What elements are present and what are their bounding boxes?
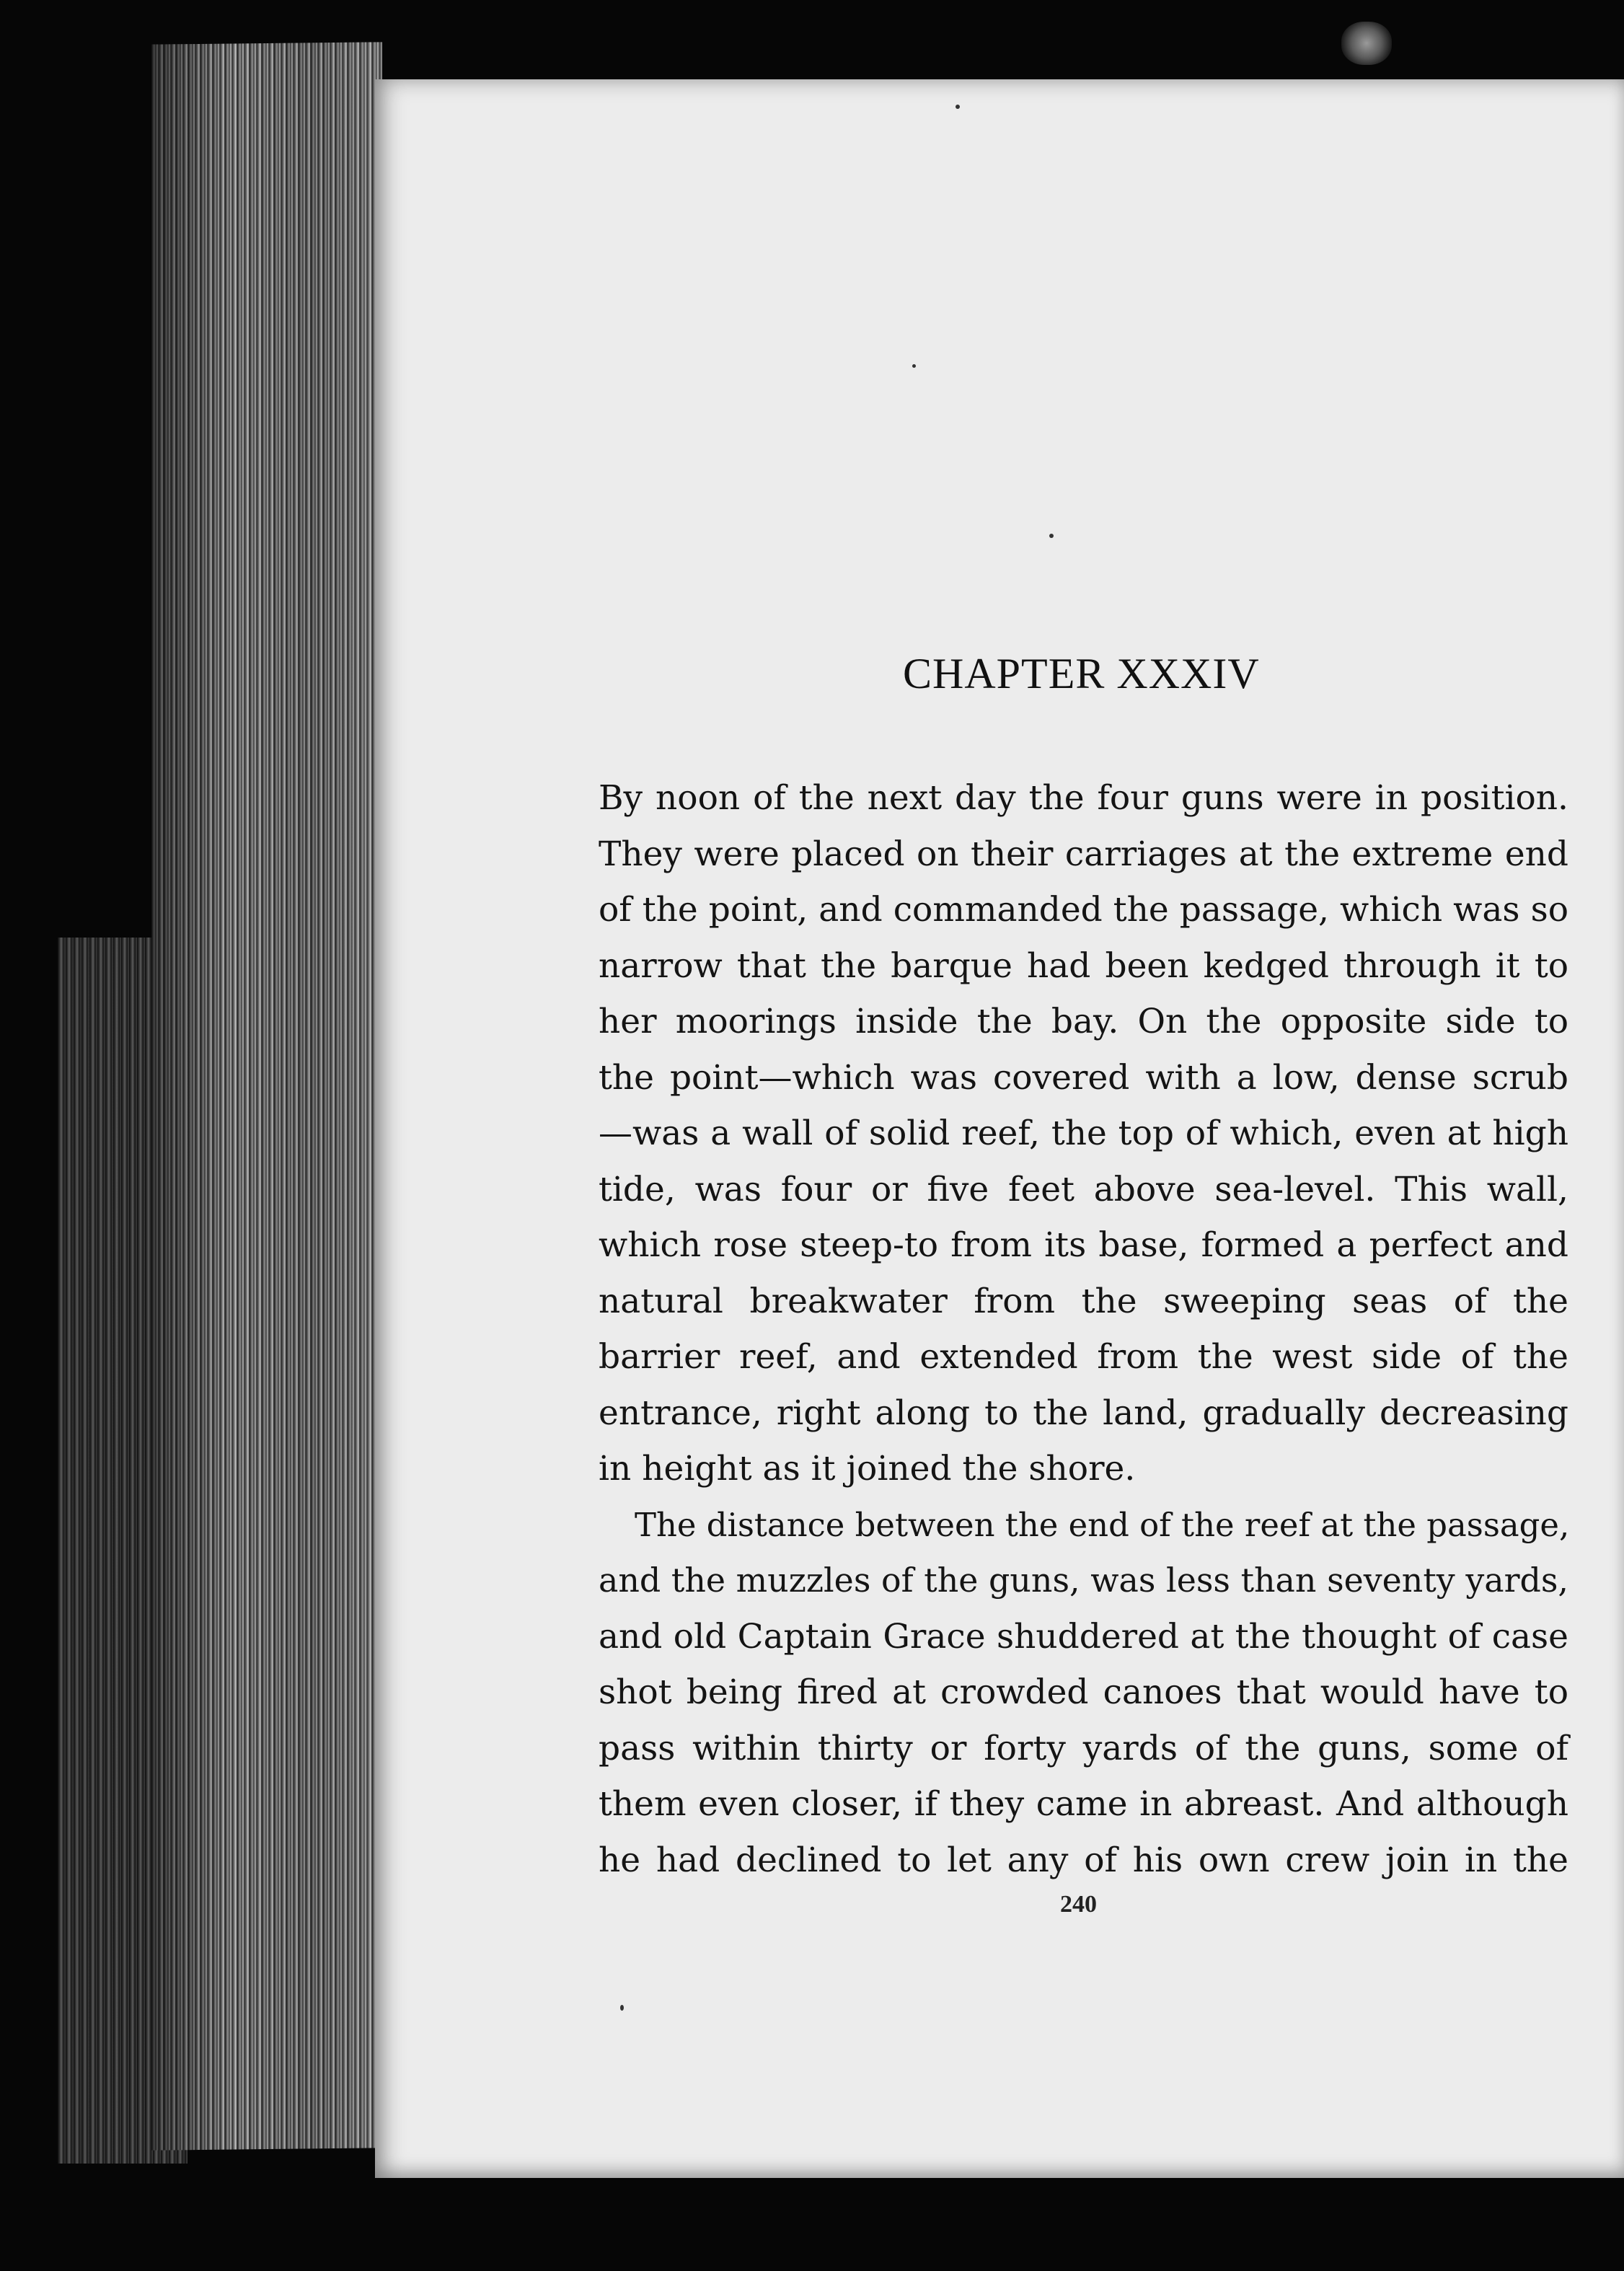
text-line: entrance, right along to the land, gradually decreasing	[599, 1393, 1568, 1433]
text-line: natural breakwater from the sweeping seas of the	[599, 1281, 1568, 1321]
text-line: The distance between the end of the reef at the passage,	[635, 1505, 1570, 1544]
text-line: narrow that the barque had been kedged through it to	[599, 945, 1568, 986]
paragraph	[599, 1497, 1568, 1889]
text-line: them even closer, if they came in abreast. And although	[599, 1784, 1568, 1824]
text-line: of the point, and commanded the passage, which was so	[599, 890, 1568, 930]
text-line: and old Captain Grace shuddered at the thought of case	[599, 1616, 1568, 1657]
text-line: pass within thirty or forty yards of the guns, some of	[599, 1728, 1568, 1768]
page-number: 240	[1060, 1891, 1097, 1918]
body-text	[599, 770, 1568, 1888]
book-page-edges	[151, 42, 382, 2150]
text-line: her moorings inside the bay. On the opposite side to	[599, 1002, 1568, 1041]
page-speck	[956, 105, 960, 109]
text-line: he had declined to let any of his own crew join in the	[599, 1840, 1568, 1880]
text-line: —was a wall of solid reef, the top of which, even at high	[599, 1114, 1568, 1153]
page-speck	[620, 2005, 624, 2011]
text-line: barrier reef, and extended from the west side of the	[599, 1337, 1568, 1377]
text-line: the point—which was covered with a low, dense scrub	[599, 1057, 1568, 1098]
text-line: and the muzzles of the guns, was less than seventy yards,	[599, 1561, 1568, 1600]
text-line: tide, was four or five feet above sea-level. This wall,	[599, 1169, 1568, 1209]
text-line: shot being fired at crowded canoes that would have to	[599, 1672, 1568, 1712]
text-line: in height as it joined the shore.	[599, 1449, 1136, 1489]
page-speck	[1049, 534, 1054, 538]
chapter-title: CHAPTER XXXIV	[903, 650, 1260, 697]
page-speck	[912, 364, 916, 368]
text-line: which rose steep-to from its base, formed a perfect and	[599, 1225, 1568, 1265]
text-line: They were placed on their carriages at the extreme end	[599, 834, 1568, 874]
scan-blemish	[1341, 22, 1392, 65]
text-line: By noon of the next day the four guns were in position.	[599, 778, 1568, 818]
paragraph	[599, 770, 1568, 1497]
